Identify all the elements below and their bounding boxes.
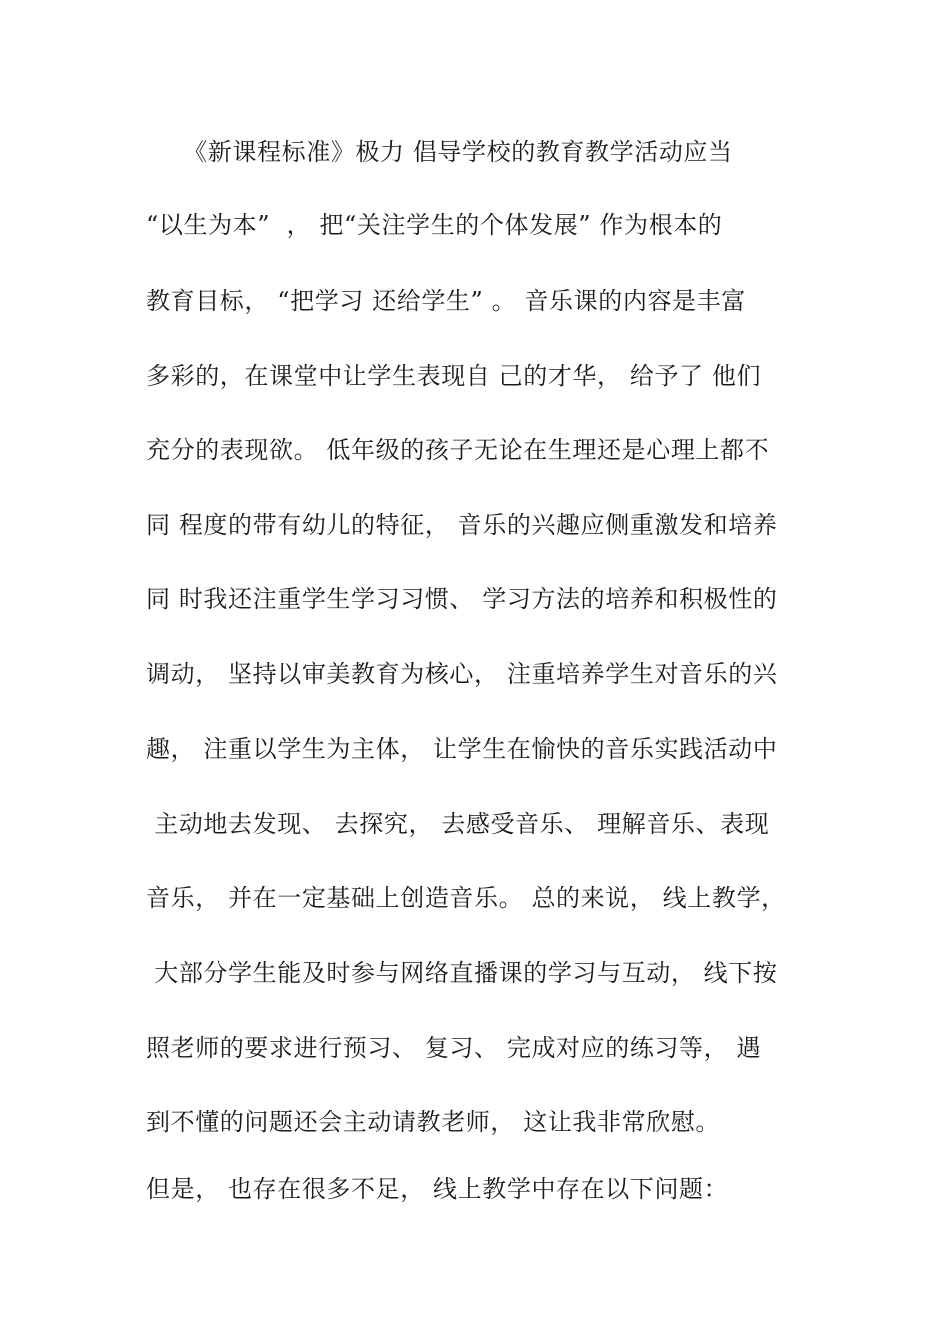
paragraph-line: 照老师的要求进行预习、 复习、 完成对应的练习等， 遇	[146, 1034, 762, 1062]
paragraph-line: “以生为本” ， 把“关注学生的个体发展” 作为根本的	[146, 211, 723, 239]
paragraph-line: 主动地去发现、 去探究， 去感受音乐、 理解音乐、表现	[146, 810, 770, 838]
paragraph-line: 充分的表现欲。 低年级的孩子无论在生理还是心理上都不	[146, 436, 770, 464]
paragraph-line: 大部分学生能及时参与网络直播课的学习与互动， 线下按	[146, 959, 778, 987]
paragraph-line: 多彩的，在课堂中让学生表现自 己的才华， 给予了 他们	[146, 362, 762, 390]
paragraph-line: 趣， 注重以学生为主体， 让学生在愉快的音乐实践活动中	[146, 735, 778, 763]
paragraph-line: 教育目标， “把学习 还给学生” 。 音乐课的内容是丰富	[146, 287, 746, 315]
paragraph-line: 同 时我还注重学生学习习惯、 学习方法的培养和积极性的	[146, 585, 778, 613]
paragraph-line: 音乐， 并在一定基础上创造音乐。 总的来说， 线上教学，	[146, 884, 786, 912]
paragraph-line: 调动， 坚持以审美教育为核心， 注重培养学生对音乐的兴	[146, 660, 778, 688]
paragraph-line: 但是， 也存在很多不足， 线上教学中存在以下问题：	[146, 1175, 729, 1203]
paragraph-line: 同 程度的带有幼儿的特征， 音乐的兴趣应侧重激发和培养	[146, 511, 778, 539]
paragraph-line: 到不懂的问题还会主动请教老师， 这让我非常欣慰。	[146, 1108, 721, 1136]
paragraph-line: 《新课程标准》极力 倡导学校的教育教学活动应当	[146, 138, 733, 166]
